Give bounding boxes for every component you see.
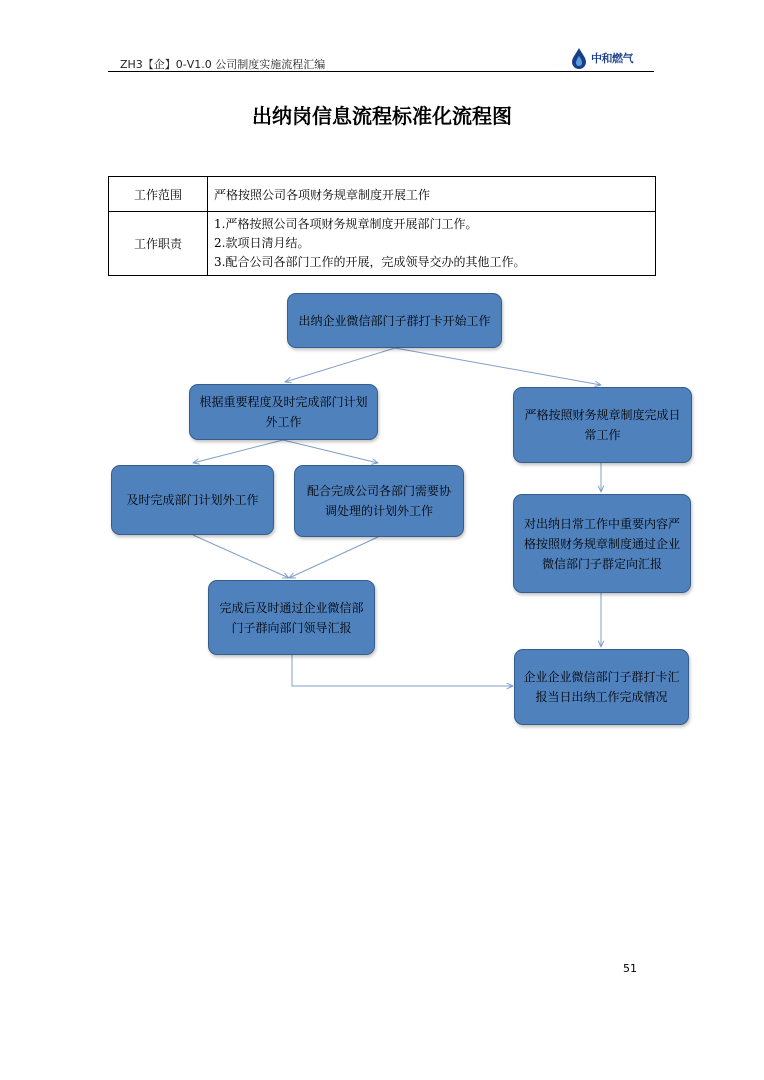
page-title: 出纳岗信息流程标准化流程图 bbox=[252, 104, 512, 128]
logo-text: 中和燃气 bbox=[591, 52, 633, 65]
arrow-report-to-end bbox=[292, 655, 513, 686]
flow-node-left-a: 及时完成部门计划外工作 bbox=[111, 465, 274, 535]
arrow-plan-to-b bbox=[283, 440, 378, 463]
page-number: 51 bbox=[623, 962, 637, 975]
duty-item: 2.款项日清月结。 bbox=[214, 236, 310, 250]
duty-item: 3.配合公司各部门工作的开展，完成领导交办的其他工作。 bbox=[214, 255, 526, 269]
arrow-plan-to-a bbox=[193, 440, 283, 463]
flow-node-left-report: 完成后及时通过企业微信部门子群向部门领导汇报 bbox=[208, 580, 375, 655]
flow-node-left-b: 配合完成公司各部门需要协调处理的计划外工作 bbox=[294, 465, 464, 537]
document-reference: ZH3【企】0-V1.0 公司制度实施流程汇编 bbox=[120, 58, 326, 71]
flow-node-right-daily: 严格按照财务规章制度完成日常工作 bbox=[513, 387, 692, 463]
flow-node-right-end: 企业企业微信部门子群打卡汇报当日出纳工作完成情况 bbox=[514, 649, 689, 725]
scope-label: 工作范围 bbox=[109, 177, 208, 212]
flow-node-left-plan: 根据重要程度及时完成部门计划外工作 bbox=[189, 384, 378, 440]
duty-label: 工作职责 bbox=[109, 212, 208, 276]
flow-node-start: 出纳企业微信部门子群打卡开始工作 bbox=[287, 293, 502, 348]
duty-item: 1.严格按照公司各项财务规章制度开展部门工作。 bbox=[214, 217, 478, 231]
arrow-a-to-report bbox=[193, 535, 289, 578]
flow-node-right-key: 对出纳日常工作中重要内容严格按照财务规章制度通过企业微信部门子群定向汇报 bbox=[513, 494, 691, 593]
arrow-b-to-report bbox=[289, 537, 378, 578]
scope-value: 严格按照公司各项财务规章制度开展工作 bbox=[208, 177, 656, 212]
arrow-start-to-daily bbox=[395, 348, 601, 385]
arrow-start-to-plan bbox=[285, 348, 395, 382]
